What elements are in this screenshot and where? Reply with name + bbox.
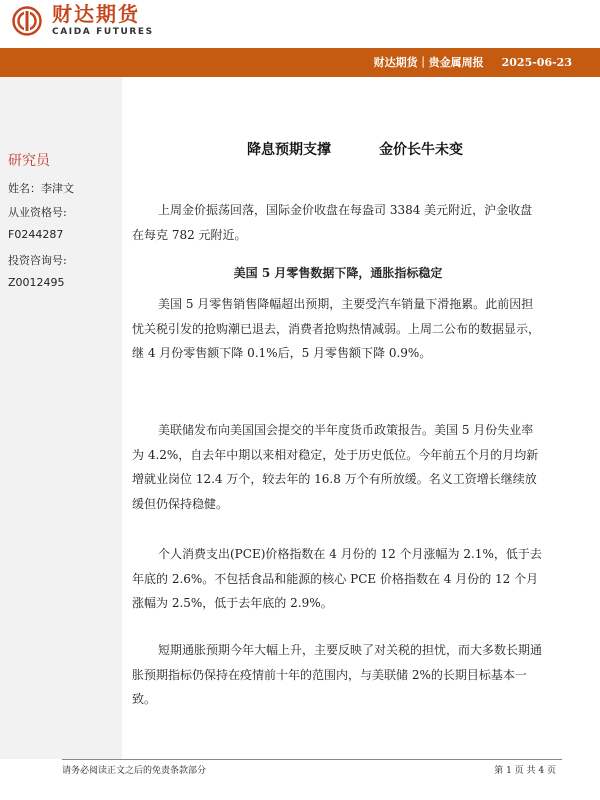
page-number: 第 1 页 共 4 页: [494, 766, 556, 776]
consult-label: 投资咨询号:: [8, 254, 67, 267]
report-name: 财达期货｜贵金属周报: [373, 56, 484, 69]
footer-disclaimer: 请务必阅读正文之后的免责条款部分: [62, 766, 207, 776]
article-title: [247, 139, 463, 159]
paragraph-2: 美联储发布向美国国会提交的半年度货币政策报告。美国 5 月份失业率为 4.2%，自去年中期以来相对稳定，处于历史低位。今年前五个月的月均新增就业岗位 12.4 万个，较去年的 16.8 万个有所放缓。名义工资增长继续放缓但仍保持稳健。: [132, 423, 539, 511]
caida-logo-icon: [12, 6, 42, 36]
section-heading: 美国 5 月零售数据下降，通胀指标稳定: [233, 266, 443, 280]
report-date: 2025-06-23: [501, 56, 572, 69]
paragraph-1: 美国 5 月零售销售降幅超出预期，主要受汽车销量下滑拖累。此前因担忧关税引发的抢购潮已退去，消费者抢购热情减弱。上周二公布的数据显示，继 4 月份零售额下降 0.1%后，5 月零售额下降 0.9%。: [132, 297, 541, 360]
paragraph-4: 短期通胀预期今年大幅上升，主要反映了对关税的担忧，而大多数长期通胀预期指标仍保持在疫情前十年的范围内，与美联储 2%的长期目标基本一致。: [132, 643, 543, 706]
qualification-number: F0244287: [8, 228, 64, 241]
banner-text: [356, 48, 572, 77]
footer-divider: [62, 759, 562, 760]
researcher-name: 姓名：李津文: [8, 182, 74, 195]
researcher-sidebar: [0, 77, 122, 759]
qualification-label: 从业资格号:: [8, 206, 67, 219]
header: [0, 0, 600, 48]
intro-paragraph: 上周金价振荡回落，国际金价收盘在每盎司 3384 美元附近，沪金收盘在每克 782 元附近。: [132, 203, 533, 242]
consult-number: Z0012495: [8, 276, 65, 289]
company-name-cn: 财达期货: [52, 2, 140, 26]
article-title-left: 降息预期支撑: [247, 142, 331, 158]
article-title-right: 金价长牛未变: [379, 142, 463, 158]
paragraph-3: 个人消费支出(PCE)价格指数在 4 月份的 12 个月涨幅为 2.1%，低于去年底的 2.6%。不包括食品和能源的核心 PCE 价格指数在 4 月份的 12 个月涨幅为 2.5%，低于去年底的 2.9%。: [132, 547, 542, 610]
sidebar-title: 研究员: [8, 153, 50, 169]
company-name-en: CAIDA FUTURES: [52, 27, 154, 37]
report-banner: [0, 48, 600, 77]
